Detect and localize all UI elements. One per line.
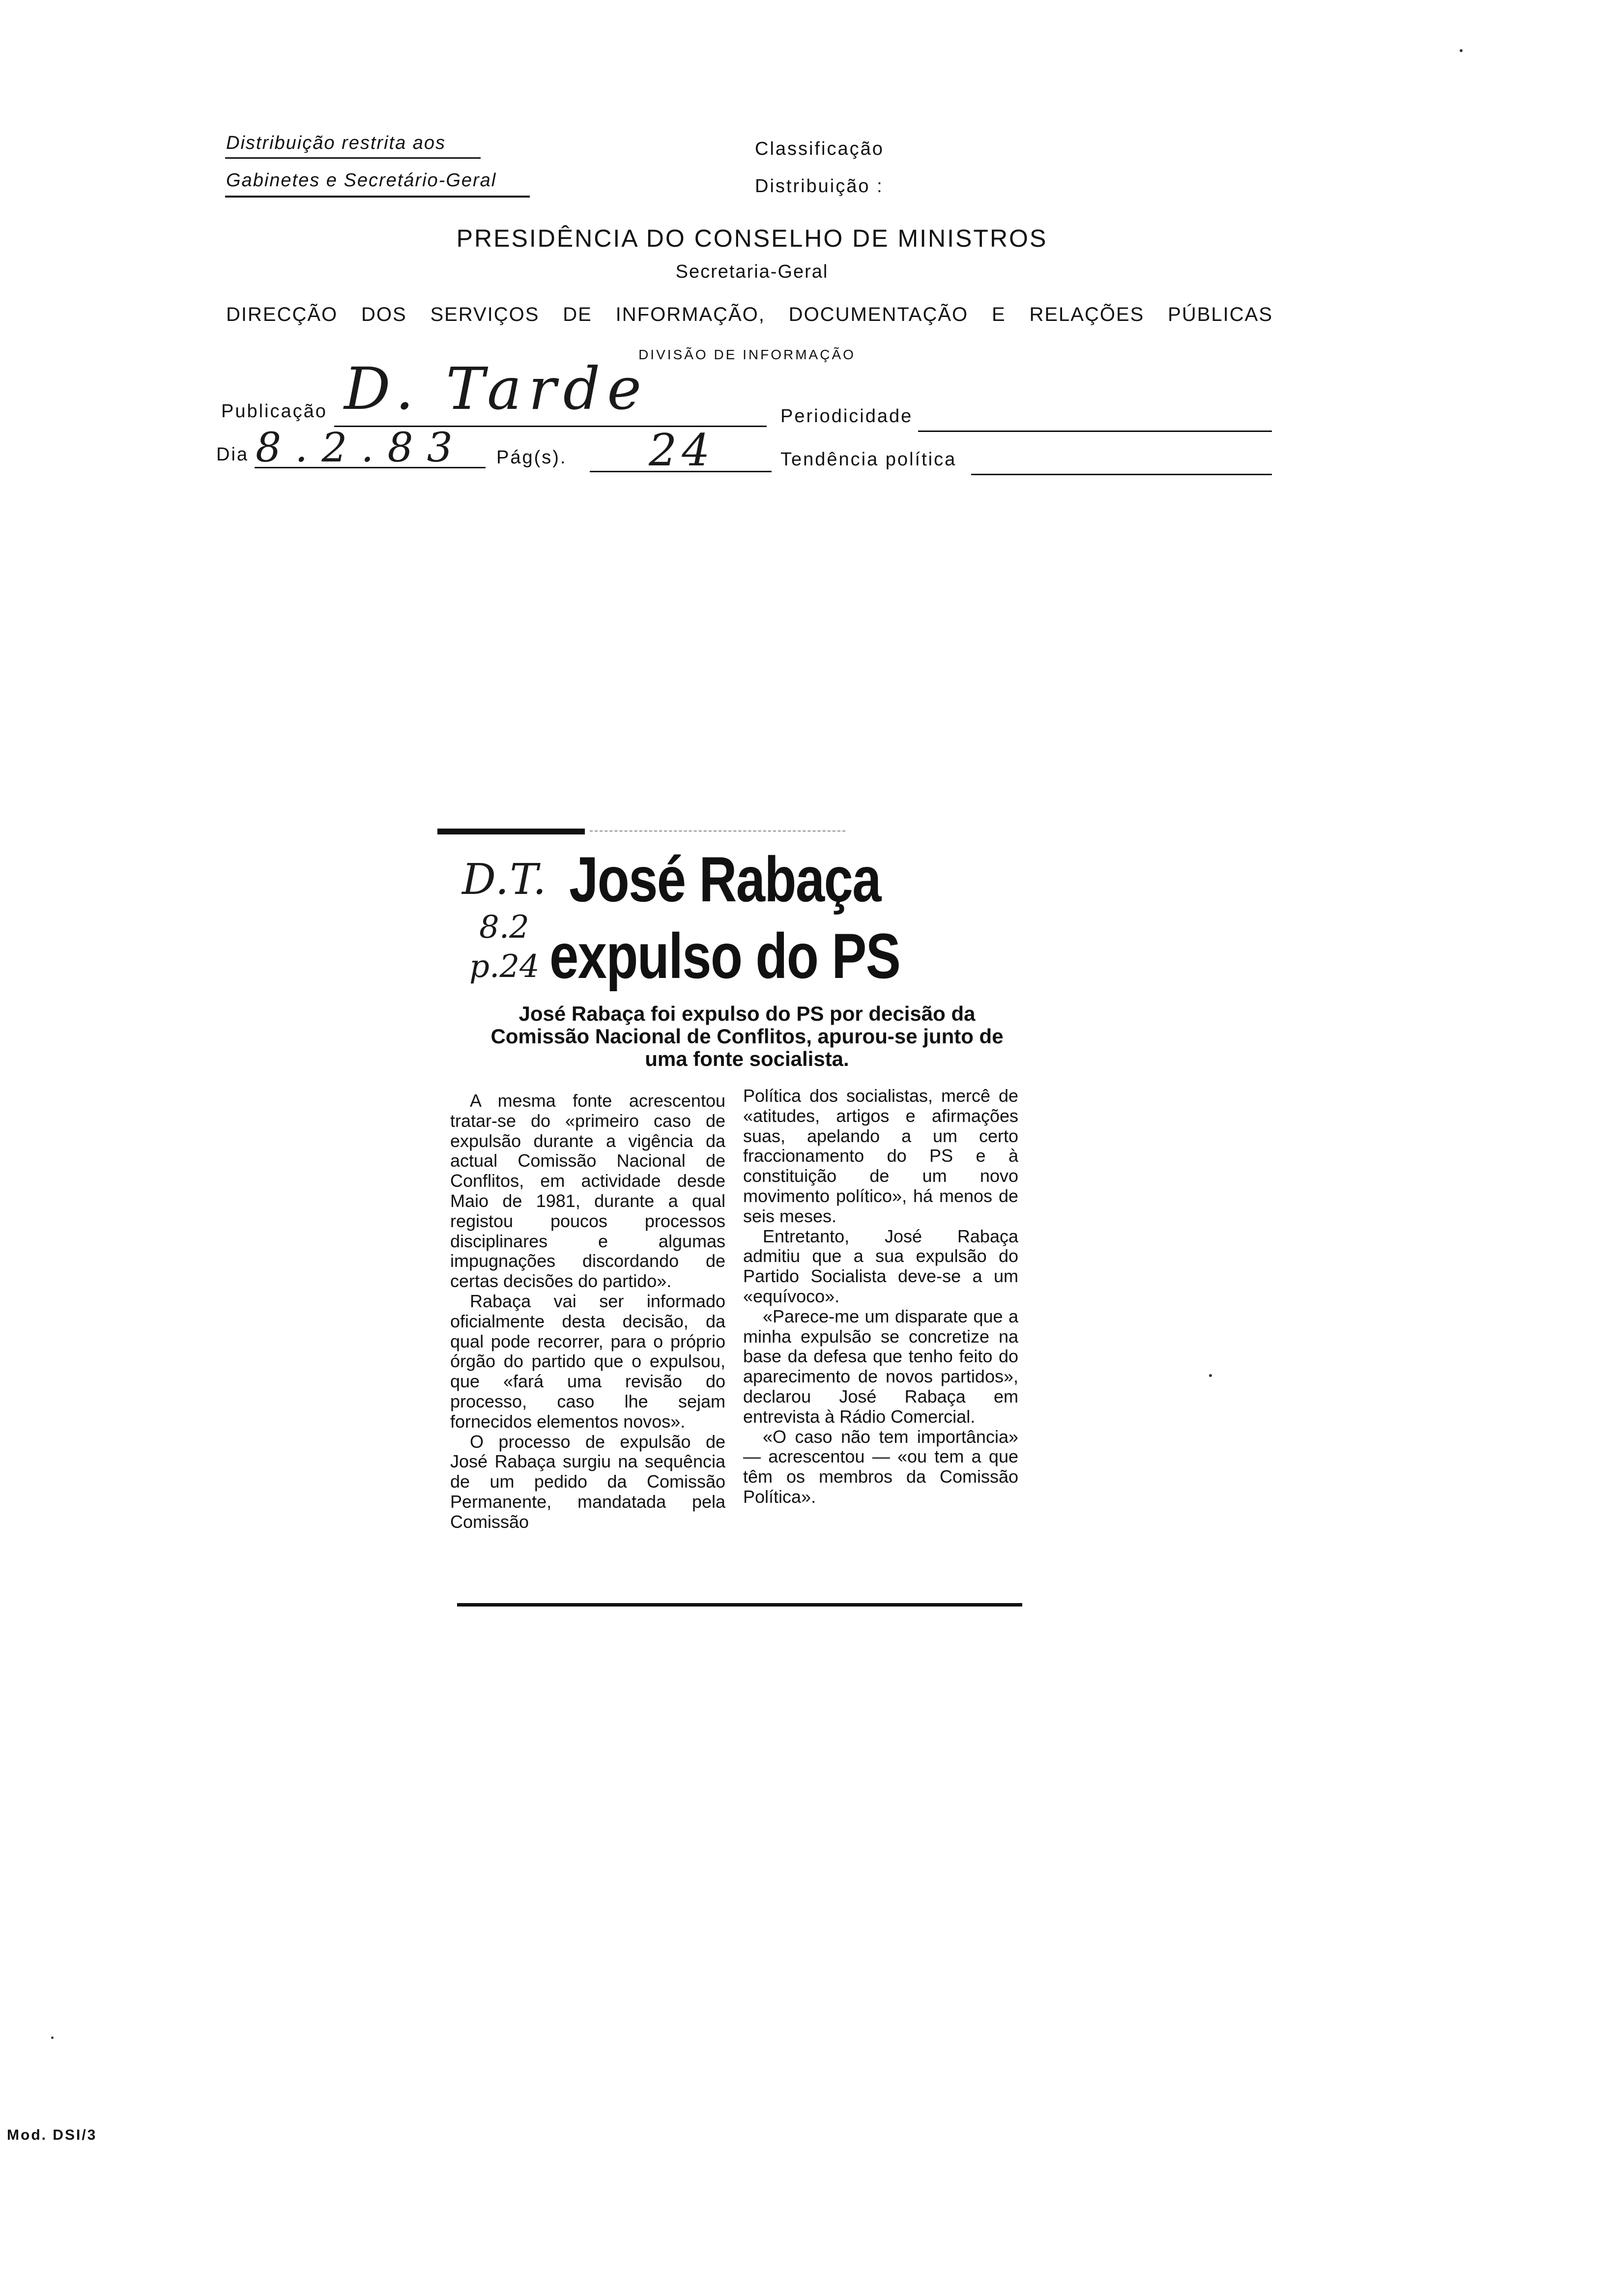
article-paragraph: «Parece-me um disparate que a minha expulsão se concretize na base da defesa que tenho feito do aparecimento de novos partidos», declarou José Rabaça em entrevista à Rádio Comercial. <box>743 1306 1018 1427</box>
article-paragraph: O processo de expulsão de José Rabaça surgiu na sequência de um pedido da Comissão Permanente, mandatada pela Comissão <box>450 1431 725 1532</box>
article-column-2 <box>743 1086 1018 1507</box>
divider <box>225 157 481 159</box>
pages-line <box>590 471 772 472</box>
clipping-top-dashes <box>590 831 845 832</box>
presidency-title: PRESIDÊNCIA DO CONSELHO DE MINISTROS <box>456 225 1048 252</box>
directorate-title: DIRECÇÃO DOS SERVIÇOS DE INFORMAÇÃO, DOCUMENTAÇÃO E RELAÇÕES PÚBLICAS <box>226 304 1273 325</box>
day-label: Dia <box>216 444 249 465</box>
article-lead: José Rabaça foi expulso do PS por decisão da Comissão Nacional de Conflitos, apurou-se junto de uma fonte socialista. <box>490 1002 1004 1070</box>
day-line <box>255 467 486 468</box>
article-paragraph: Rabaça vai ser informado oficialmente desta decisão, da qual pode recorrer, para o próprio órgão do partido que o expulsou, que «fará uma revisão do processo, caso lhe sejam fornecidos elementos novos». <box>450 1291 725 1432</box>
margin-note-date: 8.2 <box>479 909 529 946</box>
form-model-code: Mod. DSI/3 <box>7 2127 97 2143</box>
article-paragraph: Entretanto, José Rabaça admitiu que a sua expulsão do Partido Socialista deve-se a um «equívoco». <box>743 1226 1018 1306</box>
publication-value: D. Tarde <box>344 355 649 423</box>
pages-label: Pág(s). <box>496 447 567 468</box>
secretariat-title: Secretaria-Geral <box>675 261 829 282</box>
periodicity-line <box>918 430 1272 432</box>
day-value: 8.2.83 <box>256 425 466 471</box>
headline-line1: José Rabaça <box>569 843 881 915</box>
classification-label: Classificação <box>755 139 884 159</box>
periodicity-label: Periodicidade <box>780 406 913 427</box>
division-title: DIVISÃO DE INFORMAÇÃO <box>638 347 856 362</box>
publication-label: Publicação <box>221 401 327 422</box>
article-column-1 <box>450 1091 725 1532</box>
scan-speck <box>51 2037 54 2039</box>
article-paragraph: Política dos socialistas, mercê de «atitudes, artigos e afirmações suas, apelando a um certo fraccionamento do PS e à constituição de um novo movimento político», há menos de seis meses. <box>743 1086 1018 1226</box>
scan-speck <box>1209 1374 1212 1377</box>
margin-note-page: p.24 <box>469 948 540 985</box>
article-paragraph: «O caso não tem importância» — acrescentou — «ou tem a que têm os membros da Comissão Política». <box>743 1426 1018 1507</box>
tendency-line <box>971 474 1272 475</box>
political-tendency-label: Tendência política <box>780 449 957 470</box>
clipping-top-rule <box>437 829 585 834</box>
pages-value: 24 <box>649 425 715 476</box>
distribution-label: Distribuição : <box>755 176 884 197</box>
restricted-distribution-line2: Gabinetes e Secretário-Geral <box>226 170 497 191</box>
restricted-distribution-line1: Distribuição restrita aos <box>226 133 446 153</box>
article-paragraph: A mesma fonte acrescentou tratar-se do «primeiro caso de expulsão durante a vigência da actual Comissão Nacional de Conflitos, em actividade desde Maio de 1981, durante a qual registou poucos processos disciplinares e algumas impugnações discordando de certas decisões do partido». <box>450 1091 725 1292</box>
margin-note-source: D.T. <box>462 855 547 904</box>
divider <box>225 196 530 198</box>
clipping-bottom-rule <box>457 1603 1022 1607</box>
scan-speck <box>1460 49 1463 52</box>
headline-line2: expulso do PS <box>549 920 900 992</box>
